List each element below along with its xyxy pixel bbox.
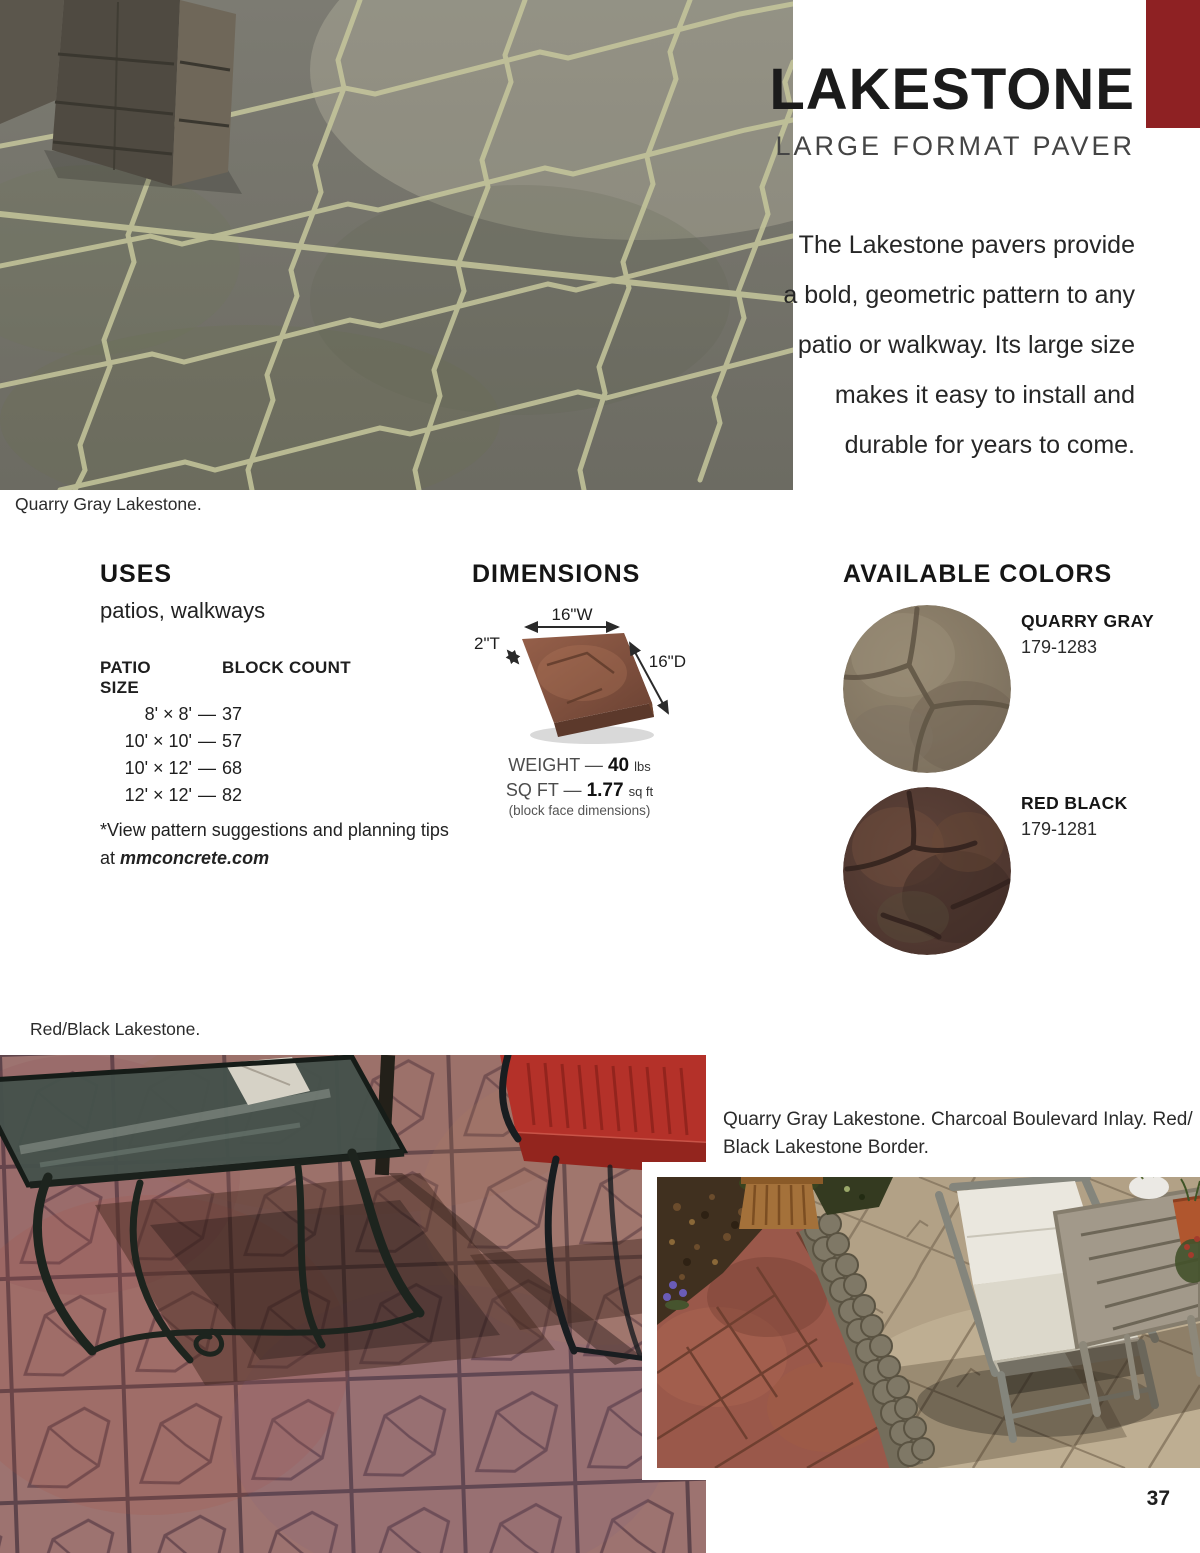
table-row-separator: —: [198, 731, 216, 751]
sqft-label: SQ FT —: [505, 780, 582, 800]
sqft-spec: [472, 780, 687, 802]
table-row-count: 82: [222, 785, 243, 805]
uses-heading: USES: [100, 560, 173, 588]
swatch-info: [1021, 787, 1128, 955]
caption-line: Black Lakestone Border.: [723, 1137, 929, 1158]
swatch-sku: 179-1281: [1021, 819, 1098, 839]
page-title: LAKESTONE: [769, 57, 1135, 122]
product-description: The Lakestone pavers provide a bold, geometric pattern to any patio or walkway. Its large size makes it easy to install and durable for years to come.: [783, 231, 1135, 459]
caption-line: Quarry Gray Lakestone. Charcoal Boulevard Inlay. Red/: [723, 1109, 1193, 1130]
block-count-header: BLOCK COUNT: [222, 658, 351, 677]
sqft-value: 1.77: [586, 780, 624, 801]
quarry-gray-patio-illustration: [0, 0, 793, 490]
page-subtitle: LARGE FORMAT PAVER: [775, 131, 1135, 161]
table-row-count: 68: [222, 758, 243, 778]
table-row-size: 8' × 8': [144, 704, 192, 724]
swatch-info: [1021, 605, 1154, 773]
wooden-planter: [739, 1177, 823, 1229]
table-row-separator: —: [198, 758, 216, 778]
table-row-size: 12' × 12': [124, 785, 192, 805]
patio-size-table: [100, 658, 460, 806]
weight-label: WEIGHT —: [508, 755, 603, 775]
swatch-name: QUARRY GRAY: [1021, 611, 1155, 631]
available-colors-section: [843, 560, 1200, 955]
spec-lines: [472, 755, 687, 818]
quarry-gray-swatch-image: [843, 605, 1011, 773]
footnote-text: *View pattern suggestions and planning tips at: [100, 820, 449, 868]
swatch-quarry-gray: [843, 605, 1200, 773]
table-row-size: 10' × 10': [124, 731, 192, 751]
weight-unit: lbs: [634, 759, 651, 774]
inlay-border-photo-frame: [642, 1162, 1200, 1480]
table-row-count: 37: [222, 704, 243, 724]
thickness-dimension-label: 2"T: [474, 634, 500, 653]
swatch-name: RED BLACK: [1021, 793, 1128, 813]
swatch-sku: 179-1283: [1021, 637, 1098, 657]
table-row-separator: —: [198, 785, 216, 805]
table-row-count: 57: [222, 731, 243, 751]
quarry-gray-patio-photo: [0, 0, 793, 490]
paver-dimension-diagram: [472, 603, 687, 753]
uses-list: patios, walkways: [100, 598, 266, 623]
uses-section: [100, 560, 460, 872]
swatch-red-black: [843, 787, 1200, 955]
patio-size-header: PATIO SIZE: [100, 658, 151, 697]
colors-heading: AVAILABLE COLORS: [843, 560, 1113, 588]
sqft-unit: sq ft: [628, 784, 654, 799]
dimensions-heading: DIMENSIONS: [472, 560, 641, 588]
depth-dimension-label: 16"D: [648, 652, 686, 671]
red-black-swatch-image: [843, 787, 1011, 955]
red-black-patio-illustration: [0, 1055, 706, 1553]
top-photo-caption: Quarry Gray Lakestone.: [15, 494, 202, 514]
table-row-size: 10' × 12': [124, 758, 192, 778]
accent-block: [1146, 0, 1200, 128]
page-number: 37: [1146, 1487, 1170, 1510]
inlay-border-photo-illustration: [657, 1177, 1200, 1468]
red-black-patio-photo: [0, 1055, 706, 1553]
dimensions-section: [472, 560, 702, 818]
mmconcrete-link[interactable]: mmconcrete.com: [120, 848, 270, 868]
bottom-right-photo-caption: [723, 1106, 1193, 1162]
weight-value: 40: [607, 755, 630, 776]
spec-note: (block face dimensions): [508, 803, 651, 818]
table-row-separator: —: [198, 704, 216, 724]
width-dimension-label: 16"W: [551, 605, 593, 624]
pattern-footnote: [100, 816, 450, 872]
red-black-photo-caption: Red/Black Lakestone.: [30, 1019, 201, 1039]
weight-spec: [472, 755, 687, 777]
